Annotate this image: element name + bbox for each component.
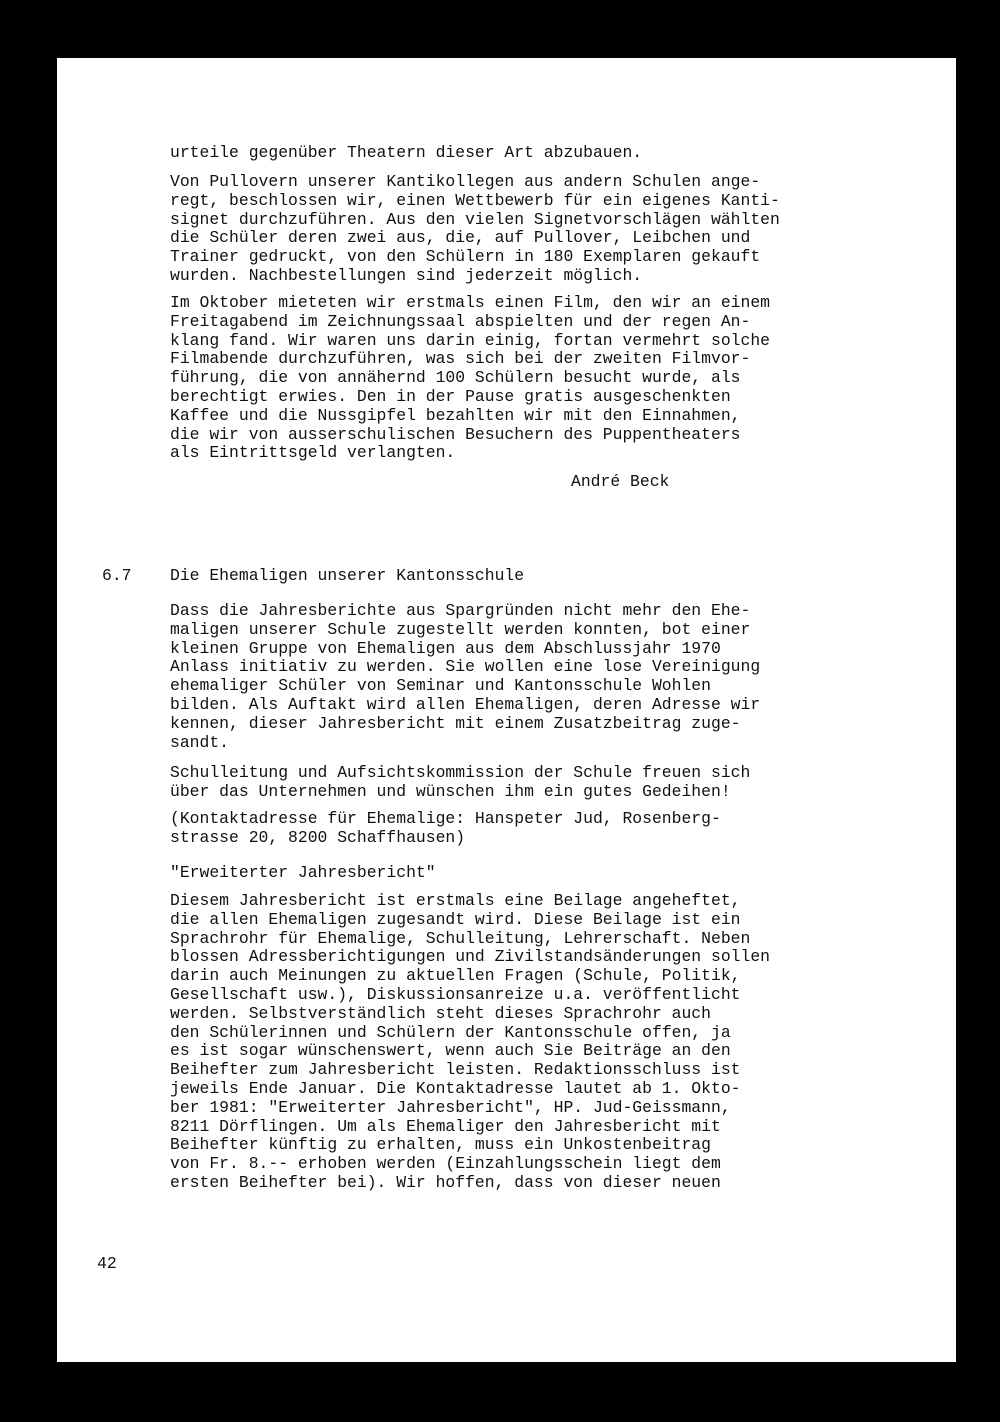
paragraph-5: [170, 764, 870, 802]
paragraph-6: [170, 810, 870, 848]
section-title: Die Ehemaligen unserer Kantonsschule: [170, 566, 525, 585]
text-line: Gesellschaft usw.), Diskussionsanreize u.a. veröffentlicht: [170, 984, 741, 1004]
text-line: Filmabende durchzuführen, was sich bei der zweiten Filmvor-: [170, 349, 751, 369]
text-line: strasse 20, 8200 Schaffhausen): [170, 827, 466, 847]
text-line: sandt.: [170, 732, 230, 752]
text-line: jeweils Ende Januar. Die Kontaktadresse lautet ab 1. Okto-: [170, 1078, 741, 1098]
text-line: Schulleitung und Aufsichtskommission der Schule freuen sich: [170, 763, 751, 782]
text-line: von Fr. 8.-- erhoben werden (Einzahlungsschein liegt dem: [170, 1154, 721, 1174]
text-line: es ist sogar wünschenswert, wenn auch Sie Beiträge an den: [170, 1041, 731, 1061]
paragraph-1: [170, 144, 870, 163]
text-line: über das Unternehmen und wünschen ihm ein gutes Gedeihen!: [170, 781, 731, 801]
text-line: bilden. Als Auftakt wird allen Ehemaligen, deren Adresse wir: [170, 694, 761, 714]
text-line: die allen Ehemaligen zugesandt wird. Diese Beilage ist ein: [170, 909, 741, 929]
signature: André Beck: [571, 472, 670, 491]
text-line: ber 1981: "Erweiterter Jahresbericht", HP. Jud-Geissmann,: [170, 1097, 731, 1117]
text-line: werden. Selbstverständlich steht dieses Sprachrohr auch: [170, 1003, 711, 1023]
text-line: berechtigt erwies. Den in der Pause gratis ausgeschenkten: [170, 386, 731, 406]
text-line: kennen, dieser Jahresbericht mit einem Zusatzbeitrag zuge-: [170, 713, 741, 733]
paragraph-7: [170, 892, 870, 1193]
text-line: führung, die von annähernd 100 Schülern besucht wurde, als: [170, 368, 741, 388]
text-line: signet durchzuführen. Aus den vielen Signetvorschlägen wählten: [170, 209, 780, 229]
text-line: regt, beschlossen wir, einen Wettbewerb für ein eigenes Kanti-: [170, 190, 780, 210]
text-line: Dass die Jahresberichte aus Spargründen nicht mehr den Ehe-: [170, 601, 751, 620]
section-number: 6.7: [102, 566, 132, 585]
text-line: Beihefter zum Jahresbericht leisten. Redaktionsschluss ist: [170, 1060, 741, 1080]
text-line: blossen Adressberichtigungen und Zivilstandsänderungen sollen: [170, 947, 770, 967]
text-line: kleinen Gruppe von Ehemaligen aus dem Abschlussjahr 1970: [170, 638, 721, 658]
text-line: die Schüler deren zwei aus, die, auf Pullover, Leibchen und: [170, 228, 751, 248]
text-line: Kaffee und die Nussgipfel bezahlten wir mit den Einnahmen,: [170, 405, 741, 425]
text-line: 8211 Dörflingen. Um als Ehemaliger den Jahresbericht mit: [170, 1116, 721, 1136]
text-line: Freitagabend im Zeichnungssaal abspielten und der regen An-: [170, 311, 751, 331]
text-line: ersten Beihefter bei). Wir hoffen, dass von dieser neuen: [170, 1172, 721, 1192]
text-line: darin auch Meinungen zu aktuellen Fragen (Schule, Politik,: [170, 966, 741, 986]
text-line: als Eintrittsgeld verlangten.: [170, 443, 456, 463]
text-line: ehemaliger Schüler von Seminar und Kantonsschule Wohlen: [170, 676, 711, 696]
subheading: [170, 864, 870, 883]
page-number: 42: [97, 1254, 117, 1273]
paragraph-4: [170, 602, 870, 752]
text-line: Anlass initiativ zu werden. Sie wollen eine lose Vereinigung: [170, 657, 761, 677]
text-line: urteile gegenüber Theatern dieser Art abzubauen.: [170, 143, 643, 162]
text-line: die wir von ausserschulischen Besuchern des Puppentheaters: [170, 424, 741, 444]
text-line: "Erweiterter Jahresbericht": [170, 863, 436, 882]
text-line: Im Oktober mieteten wir erstmals einen Film, den wir an einem: [170, 293, 770, 312]
text-line: Sprachrohr für Ehemalige, Schulleitung, Lehrerschaft. Neben: [170, 928, 751, 948]
paragraph-2: [170, 173, 870, 286]
text-line: maligen unserer Schule zugestellt werden konnten, bot einer: [170, 619, 751, 639]
text-line: den Schülerinnen und Schülern der Kantonsschule offen, ja: [170, 1022, 731, 1042]
text-line: Diesem Jahresbericht ist erstmals eine Beilage angeheftet,: [170, 891, 741, 910]
text-line: klang fand. Wir waren uns darin einig, fortan vermehrt solche: [170, 330, 770, 350]
text-line: wurden. Nachbestellungen sind jederzeit möglich.: [170, 265, 643, 285]
text-line: (Kontaktadresse für Ehemalige: Hanspeter Jud, Rosenberg-: [170, 809, 721, 828]
document-page: [57, 58, 956, 1362]
paragraph-3: [170, 294, 870, 463]
text-line: Beihefter künftig zu erhalten, muss ein Unkostenbeitrag: [170, 1135, 711, 1155]
text-line: Von Pullovern unserer Kantikollegen aus andern Schulen ange-: [170, 172, 761, 191]
text-line: Trainer gedruckt, von den Schülern in 180 Exemplaren gekauft: [170, 247, 761, 267]
